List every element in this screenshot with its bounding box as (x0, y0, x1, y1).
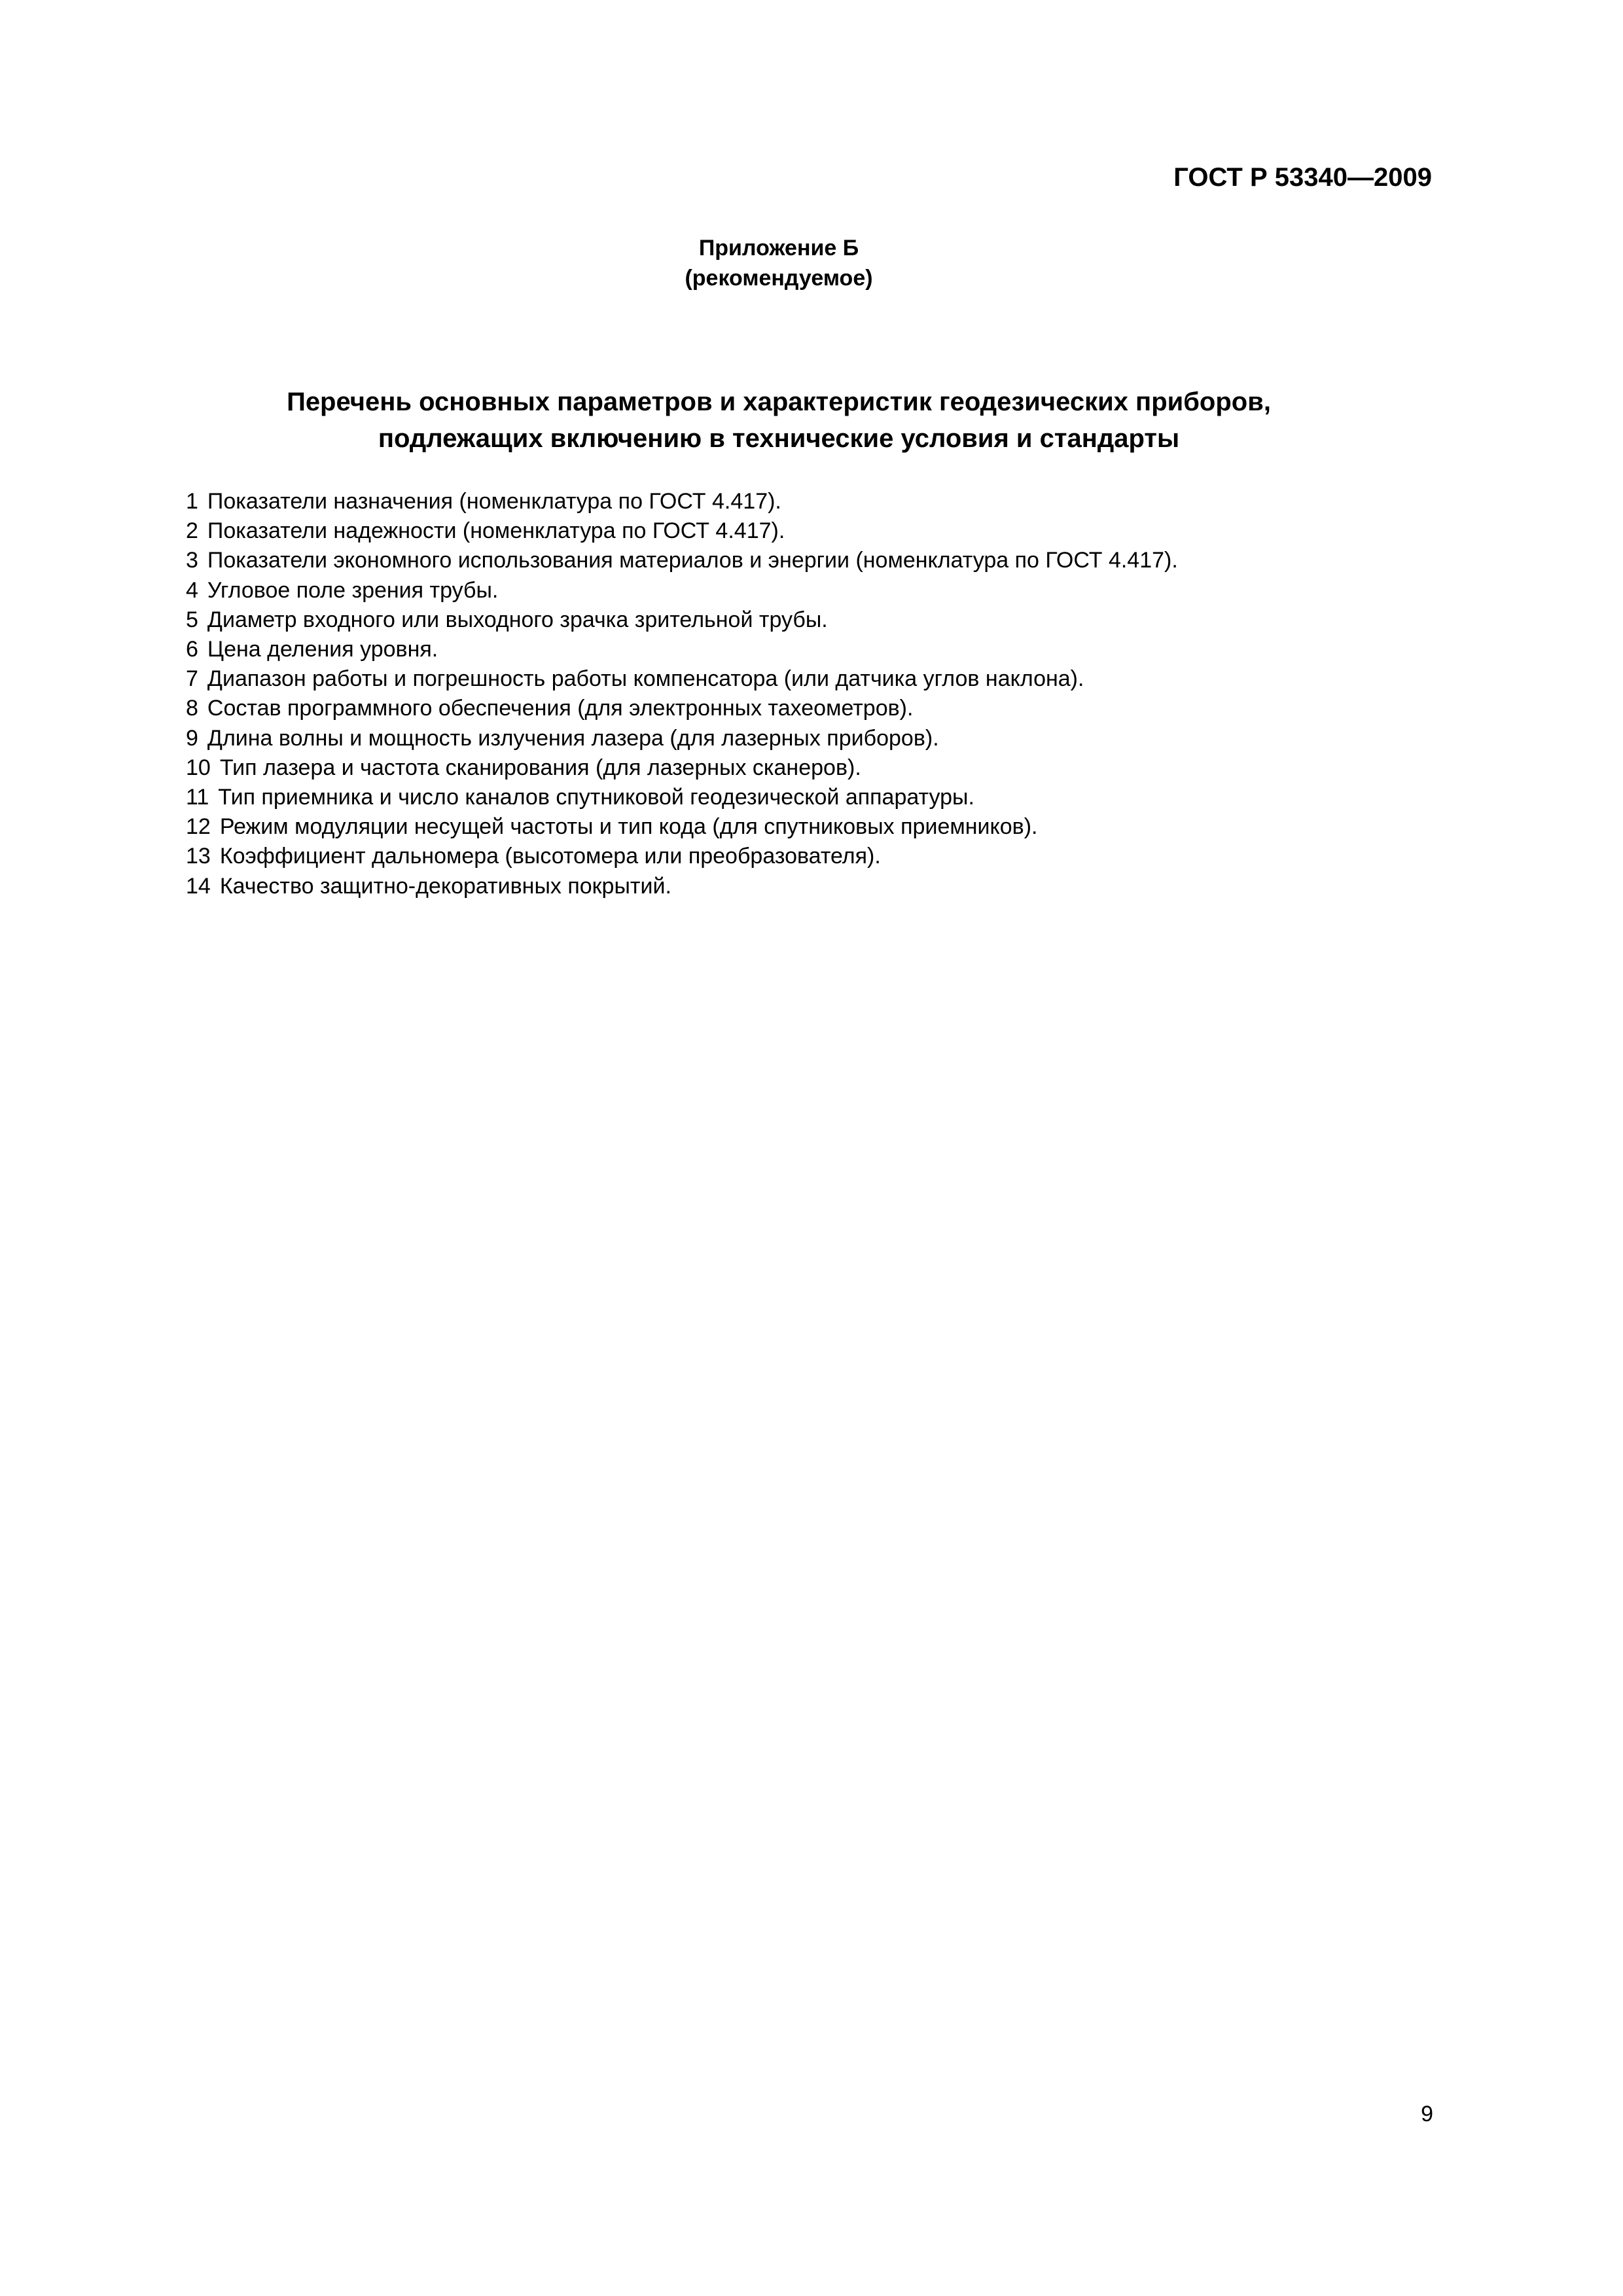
list-item (186, 546, 1178, 575)
appendix-heading (0, 233, 1558, 293)
item-text: Тип приемника и число каналов спутниковой геодезической аппаратуры. (218, 785, 974, 810)
item-number: 11 (186, 785, 209, 810)
item-text: Цена деления уровня. (207, 637, 438, 662)
item-text: Показатели назначения (номенклатура по ГОСТ 4.417). (207, 489, 781, 514)
list-item (186, 516, 1178, 546)
section-title-line-1: Перечень основных параметров и характеристик геодезических приборов, (287, 387, 1271, 416)
item-text: Угловое поле зрения трубы. (207, 577, 499, 603)
item-text: Диапазон работы и погрешность работы компенсатора (или датчика углов наклона). (207, 666, 1084, 692)
item-number: 12 (186, 814, 211, 840)
item-number: 3 (186, 548, 198, 573)
item-number: 8 (186, 696, 198, 721)
item-number: 2 (186, 518, 198, 544)
item-number: 6 (186, 637, 198, 662)
page-number: 9 (1421, 2102, 1433, 2126)
item-number: 9 (186, 725, 198, 751)
list-item (186, 694, 1178, 723)
item-number: 5 (186, 607, 198, 632)
item-number: 14 (186, 873, 211, 899)
list-item (186, 576, 1178, 605)
list-item (186, 635, 1178, 664)
list-item (186, 842, 1178, 871)
item-text: Диаметр входного или выходного зрачка зрительной трубы. (207, 607, 828, 632)
item-text: Режим модуляции несущей частоты и тип кода (для спутниковых приемников). (219, 814, 1038, 840)
appendix-status: (рекомендуемое) (685, 266, 873, 291)
item-text: Коэффициент дальномера (высотомера или преобразователя). (219, 844, 881, 869)
item-number: 1 (186, 489, 198, 514)
item-text: Длина волны и мощность излучения лазера (для лазерных приборов). (207, 725, 939, 751)
item-number: 13 (186, 844, 211, 869)
list-item (186, 812, 1178, 842)
list-item (186, 664, 1178, 694)
list-item (186, 724, 1178, 753)
item-number: 10 (186, 755, 211, 780)
appendix-label: Приложение Б (698, 236, 859, 260)
item-text: Состав программного обеспечения (для электронных тахеометров). (207, 696, 914, 721)
item-text: Качество защитно-декоративных покрытий. (219, 873, 671, 899)
item-number: 7 (186, 666, 198, 692)
list-item (186, 753, 1178, 783)
item-number: 4 (186, 577, 198, 603)
list-item (186, 783, 1178, 812)
list-item (186, 605, 1178, 635)
section-title (0, 384, 1558, 457)
list-item (186, 872, 1178, 901)
document-id: ГОСТ Р 53340—2009 (1173, 163, 1432, 192)
item-text: Показатели надежности (номенклатура по ГОСТ 4.417). (207, 518, 785, 544)
section-title-line-2: подлежащих включению в технические условия и стандарты (378, 424, 1180, 453)
list-item (186, 487, 1178, 516)
item-text: Показатели экономного использования материалов и энергии (номенклатура по ГОСТ 4.417). (207, 548, 1178, 573)
item-text: Тип лазера и частота сканирования (для лазерных сканеров). (219, 755, 861, 780)
parameter-list (186, 487, 1178, 901)
